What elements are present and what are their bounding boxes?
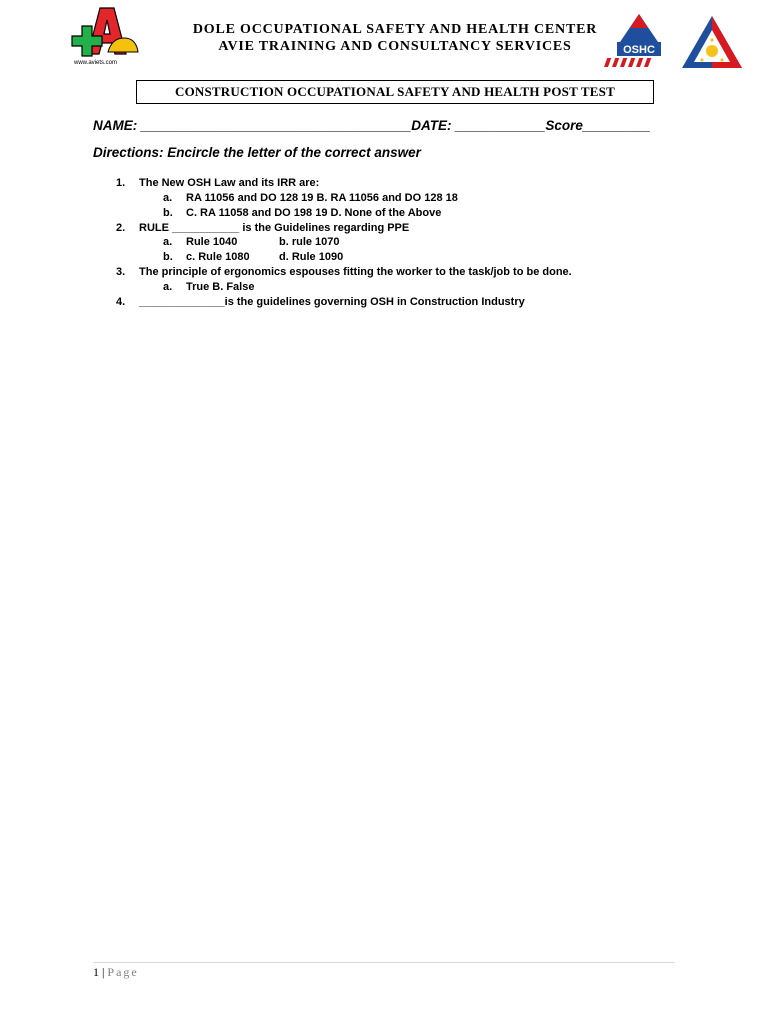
option-letter: a. <box>163 192 173 204</box>
question-number: 4. <box>116 296 126 308</box>
header-center-name: DOLE OCCUPATIONAL SAFETY AND HEALTH CENTER <box>192 22 598 37</box>
option-letter: b. <box>163 251 173 263</box>
page-footer <box>93 965 139 980</box>
question-number: 2. <box>116 222 126 234</box>
option-letter: a. <box>163 281 173 293</box>
page-number: 1 <box>93 965 99 979</box>
page-separator: | <box>102 965 105 979</box>
oshc-logo <box>604 12 674 70</box>
option-letter: a. <box>163 236 173 248</box>
oshc-logo-text: OSHC <box>623 44 655 56</box>
avie-logo <box>70 6 140 66</box>
page-label: Page <box>107 965 139 979</box>
option-text: C. RA 11058 and DO 198 19 D. None of the Above <box>186 207 442 219</box>
question-text: RULE ___________ is the Guidelines regarding PPE <box>139 222 410 234</box>
directions: Directions: Encircle the letter of the correct answer <box>93 145 421 160</box>
option-text-second: b. rule 1070 <box>279 236 340 248</box>
option-text: Rule 1040 <box>186 236 238 248</box>
question-number: 1. <box>116 177 126 189</box>
footer-divider <box>93 962 675 963</box>
question-text: The New OSH Law and its IRR are: <box>139 177 320 189</box>
option-letter: b. <box>163 207 173 219</box>
option-text: c. Rule 1080 <box>186 251 250 263</box>
header-training-name: AVIE TRAINING AND CONSULTANCY SERVICES <box>218 39 572 54</box>
dole-logo <box>680 14 744 70</box>
question-text: ______________is the guidelines governing OSH in Construction Industry <box>139 296 525 308</box>
question-text: The principle of ergonomics espouses fitting the worker to the task/job to be done. <box>139 266 572 278</box>
logo-caption: www.aviets.com <box>74 60 118 66</box>
option-text-second: d. Rule 1090 <box>279 251 344 263</box>
name-date-score-line: NAME: ____________________________________DATE: ____________Score_________ <box>93 118 651 133</box>
option-text: True B. False <box>186 281 255 293</box>
option-text: RA 11056 and DO 128 19 B. RA 11056 and DO 128 18 <box>186 192 458 204</box>
test-title: CONSTRUCTION OCCUPATIONAL SAFETY AND HEALTH POST TEST <box>136 80 654 104</box>
question-number: 3. <box>116 266 126 278</box>
